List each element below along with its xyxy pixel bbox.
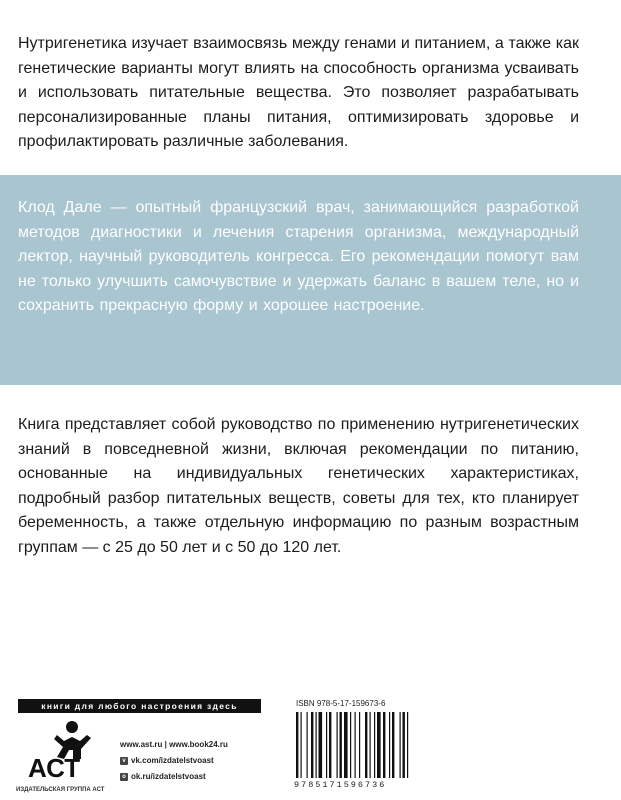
publisher-links: [120, 737, 280, 785]
barcode-number: 9785171596736: [294, 780, 387, 790]
ok-link[interactable]: o ok.ru/izdatelstvoast: [120, 769, 280, 785]
vk-link[interactable]: v vk.com/izdatelstvoast: [120, 753, 280, 769]
author-paragraph: Клод Дале — опытный французский врач, занимающийся разработкой методов диагностики и лечения старения организма, международный лектор, научный руководитель конгресса. Его рекомендации помогут вам не только улучшить самочувствие и удержать баланс в вашем теле, но и сохранить прекрасную форму и хорошее настроение.: [18, 199, 579, 314]
publisher-slogan: книги для любого настроения здесь: [18, 699, 261, 713]
ast-logo-icon: [24, 719, 98, 783]
vk-icon: v: [120, 757, 128, 765]
websites-link[interactable]: www.ast.ru | www.book24.ru: [120, 740, 228, 749]
barcode-icon: [294, 712, 442, 778]
publisher-group-label: ИЗДАТЕЛЬСКАЯ ГРУППА АСТ: [16, 787, 105, 793]
svg-text:АСТ: АСТ: [28, 753, 81, 783]
isbn-label: ISBN 978-5-17-159673-6: [296, 699, 386, 708]
intro-paragraph: Нутригенетика изучает взаимосвязь между генами и питанием, а также как генетические варианты могут влиять на способность организма усваивать и использовать питательные вещества. Это позволяет разрабатывать персонализированные планы питания, оптимизировать здоровье и профилактировать различные заболевания.: [18, 35, 579, 150]
book-description-paragraph: Книга представляет собой руководство по применению нутригенетических знаний в повседневной жизни, включая рекомендации по питанию, основанные на индивидуальных генетических характеристиках, подробный разбор питательных веществ, советы для тех, кто планирует беременность, а также отдельную информацию по разным возрастным группам — с 25 до 50 лет и с 50 до 120 лет.: [18, 416, 579, 556]
ok-icon: o: [120, 773, 128, 781]
